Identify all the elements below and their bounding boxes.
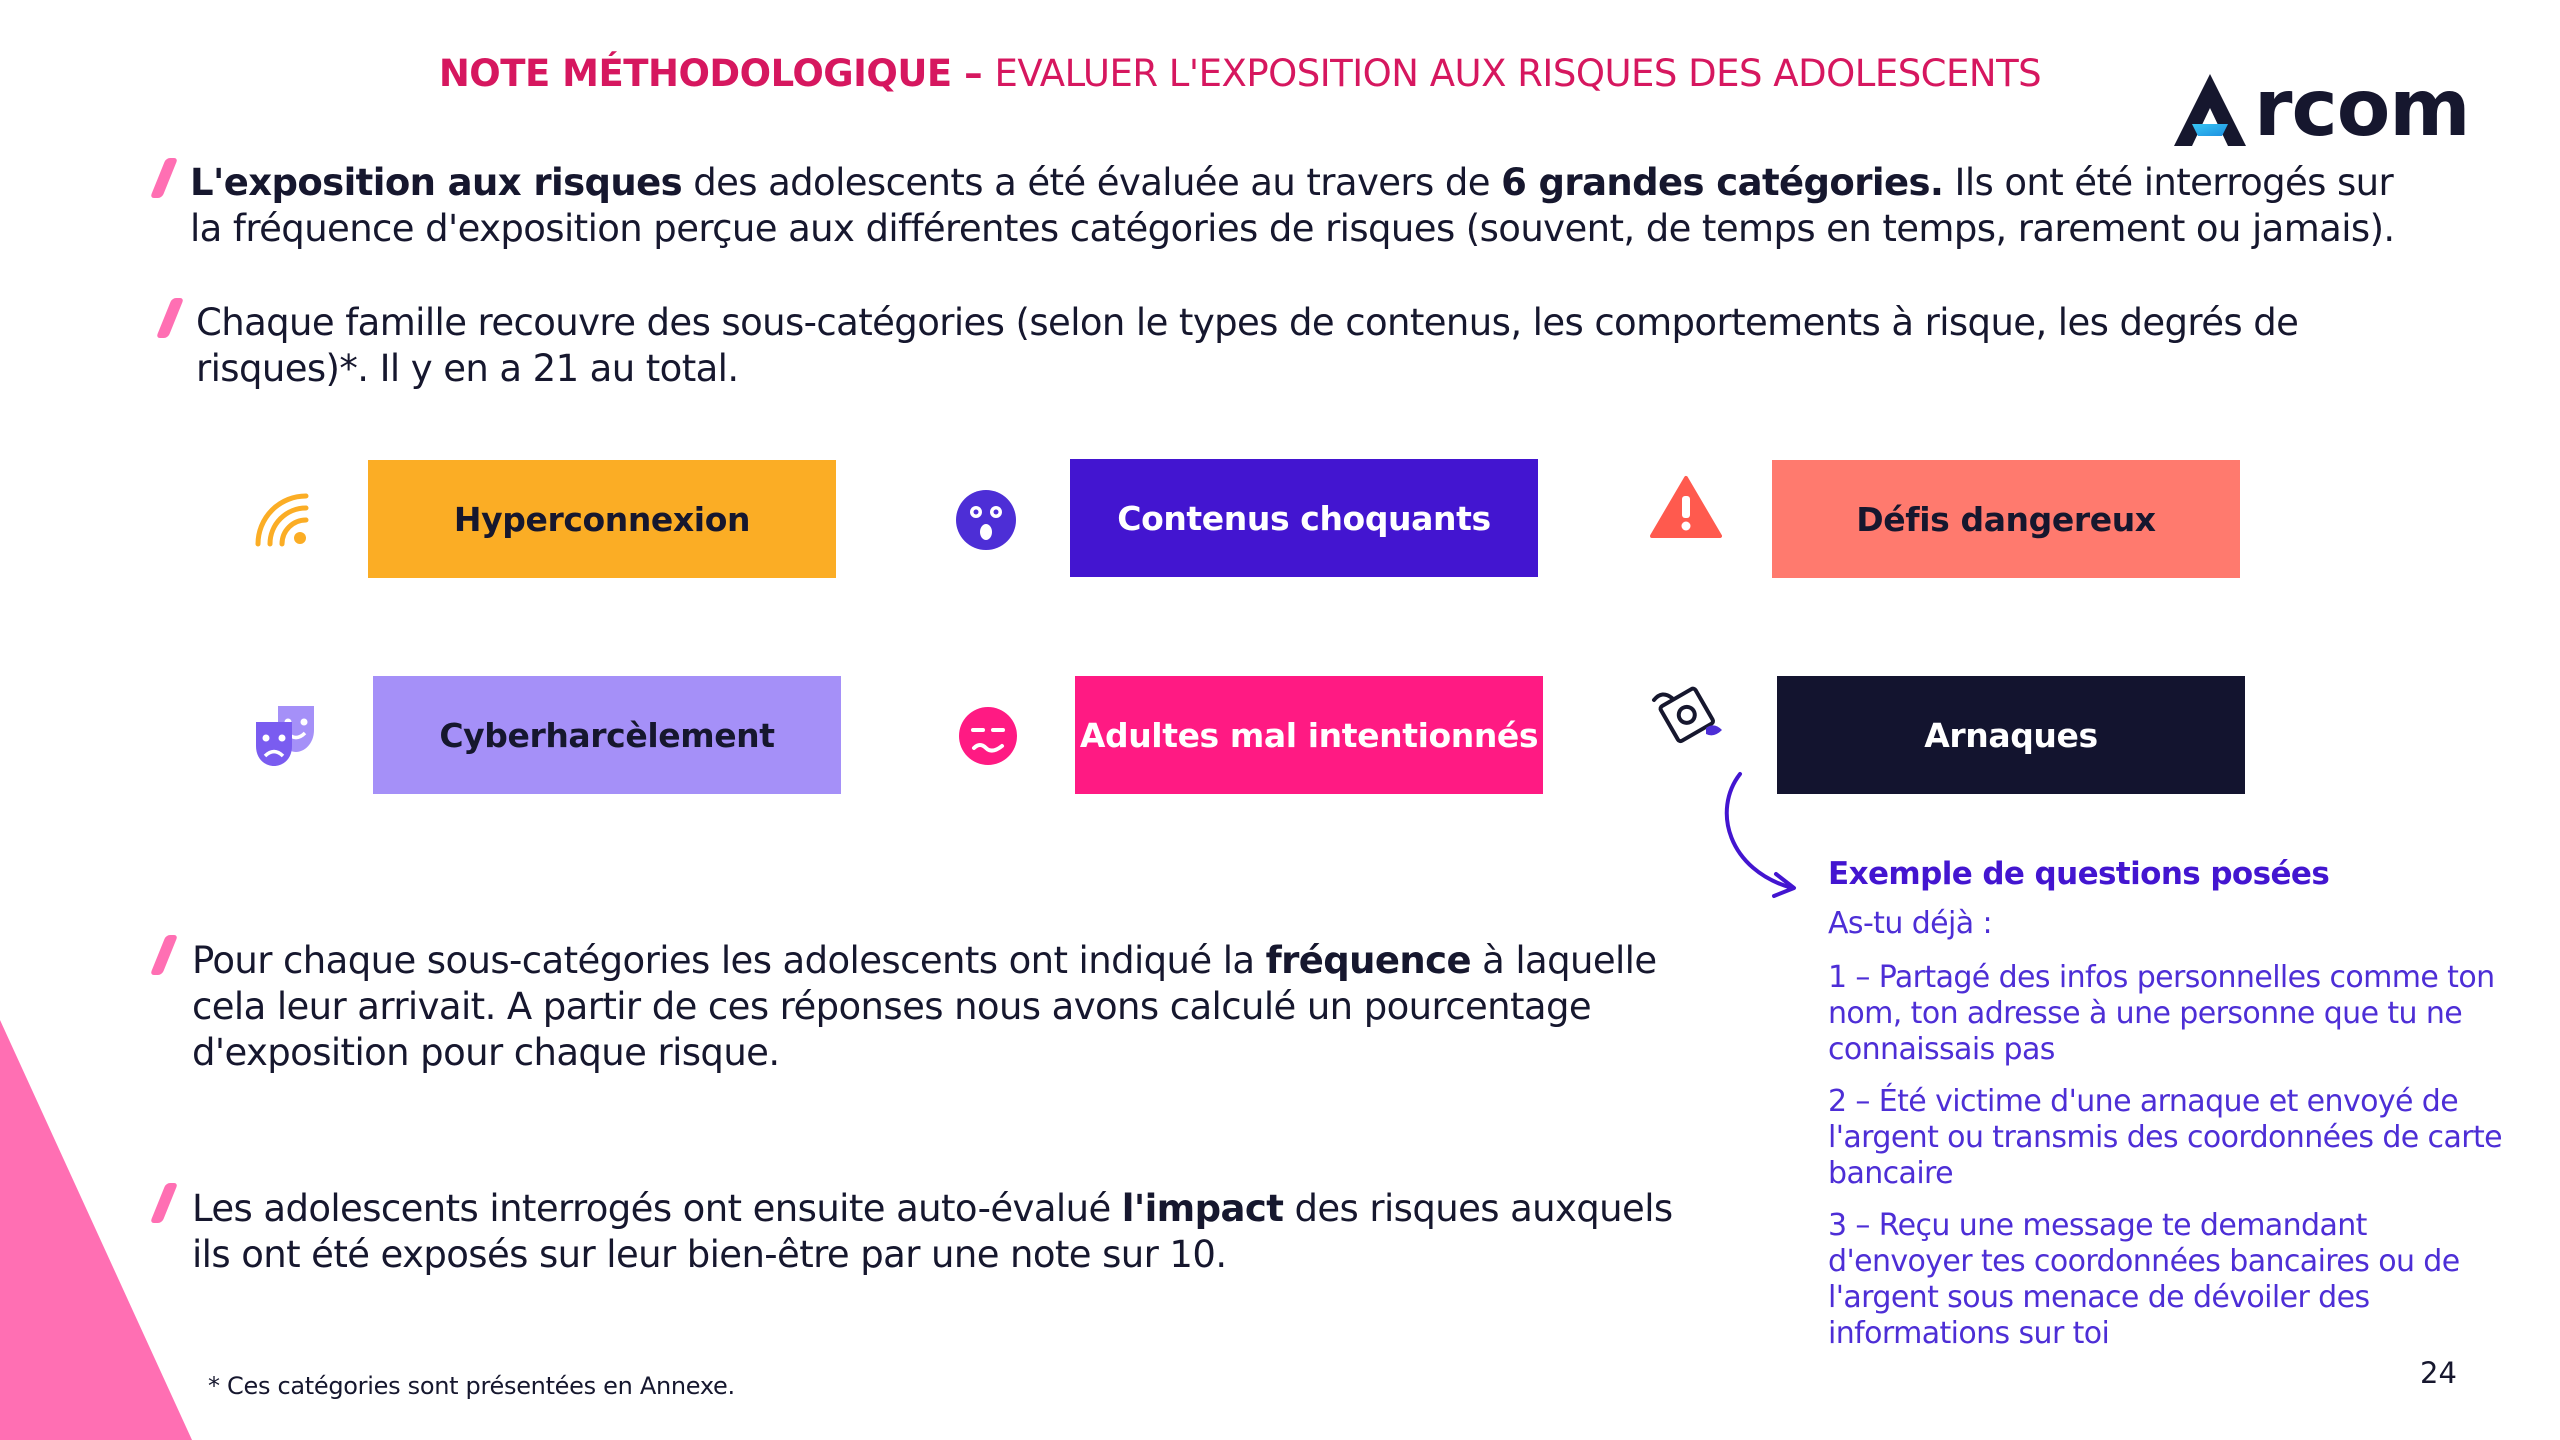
flying-money-icon [1650,680,1726,746]
intro-bold-2: 6 grandes catégories. [1501,161,1944,204]
impact-paragraph [192,1186,1712,1278]
frequency-paragraph [192,938,1712,1076]
page-title-light: EVALUER L'EXPOSITION AUX RISQUES DES ADOLESCENTS [994,52,2042,95]
frequency-bold: fréquence [1265,939,1471,982]
example-questions-title: Exemple de questions posées [1828,856,2330,892]
subcategories-paragraph: Chaque famille recouvre des sous-catégories (selon le types de contenus, les comportements à risque, les degrés de risques)*. Il y en a 21 au total. [196,301,2299,390]
footnote: * Ces catégories sont présentées en Annexe. [208,1372,735,1400]
bullet-slash-icon [156,298,184,338]
frequency-text-1: Pour chaque sous-catégories les adolescents ont indiqué la [192,939,1266,982]
example-questions-panel [1828,856,2508,1368]
shocked-face-icon [954,488,1018,552]
category-defis-dangereux: Défis dangereux [1772,460,2240,578]
category-contenus-choquants: Contenus choquants [1070,459,1538,577]
impact-text-1: Les adolescents interrogés ont ensuite auto-évalué [192,1187,1122,1230]
example-questions-intro: As-tu déjà : [1828,906,1992,941]
example-question: 3 – Reçu une message te demandant d'envoyer tes coordonnées bancaires ou de l'argent sous menace de dévoiler des informations sur toi [1828,1208,2460,1351]
page-title-bold: NOTE MÉTHODOLOGIQUE – [438,52,995,95]
category-adultes-mal-intentionnes: Adultes mal intentionnés [1075,676,1543,794]
bullet-slash-icon [150,935,178,975]
arcom-logo-mark [2170,72,2250,148]
bullet-slash-icon [150,158,178,198]
curved-arrow-icon [1718,770,1838,900]
warning-icon [1650,474,1722,540]
decorative-pink-triangle [0,1020,200,1440]
category-cyberharcelement: Cyberharcèlement [373,676,841,794]
arcom-logo-text: rcom [2254,64,2470,154]
intro-text-1: des adolescents a été évaluée au travers de [682,161,1502,204]
page-number: 24 [2420,1356,2457,1390]
wifi-icon [252,490,312,550]
impact-text-2: des risques auxquels ils ont été exposés sur leur bien-être par une note sur 10. [192,1187,1673,1276]
arcom-logo [2170,64,2470,154]
sick-face-icon [958,706,1018,766]
category-hyperconnexion: Hyperconnexion [368,460,836,578]
example-question: 2 – Été victime d'une arnaque et envoyé de l'argent ou transmis des coordonnées de carte bancaire [1828,1084,2502,1191]
theater-masks-icon [252,700,320,768]
example-question: 1 – Partagé des infos personnelles comme ton nom, ton adresse à une personne que tu ne connaissais pas [1828,960,2495,1067]
intro-bold-1: L'exposition aux risques [190,161,683,204]
frequency-text-2: à laquelle cela leur arrivait. A partir de ces réponses nous avons calculé un pourcentage d'exposition pour chaque risque. [192,939,1657,1074]
impact-bold: l'impact [1121,1187,1284,1230]
intro-paragraph [190,160,2430,252]
page-title [0,52,2480,95]
intro-text-2: Ils ont été interrogés sur la fréquence d'exposition perçue aux différentes catégories de risques (souvent, de temps en temps, rarement ou jamais). [190,161,2395,250]
category-arnaques: Arnaques [1777,676,2245,794]
